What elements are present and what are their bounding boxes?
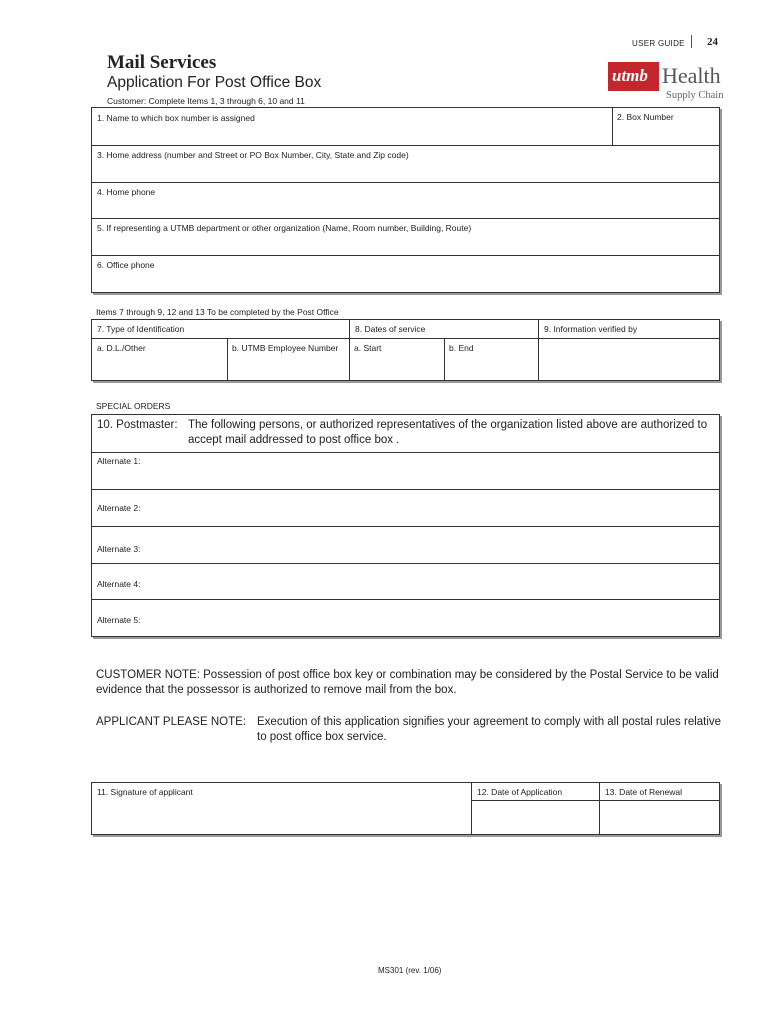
alternate-3-field[interactable]: Alternate 3: (97, 544, 141, 554)
box-number-field[interactable]: 2. Box Number (617, 112, 674, 122)
postmaster-text-line2: accept mail addressed to post office box . (188, 434, 400, 446)
applicant-note-line2: to post office box service. (257, 731, 387, 743)
verified-by-field[interactable]: 9. Information verified by (544, 324, 638, 334)
end-date-field[interactable]: b. End (449, 343, 474, 353)
column-divider (471, 783, 472, 834)
name-field[interactable]: 1. Name to which box number is assigned (97, 113, 255, 123)
dates-of-service-label: 8. Dates of service (355, 324, 426, 334)
box-number-divider (612, 108, 613, 145)
row-divider (92, 563, 719, 564)
home-address-field[interactable]: 3. Home address (number and Street or PO Box Number, City, State and Zip code) (97, 150, 409, 160)
signature-box (91, 782, 720, 835)
special-orders-box (91, 414, 720, 637)
post-office-box (91, 319, 720, 381)
page-title: Mail Services (107, 52, 217, 73)
row-divider (92, 599, 719, 600)
column-divider (349, 320, 350, 380)
home-phone-field[interactable]: 4. Home phone (97, 187, 156, 197)
employee-number-field[interactable]: b. UTMB Employee Number (232, 343, 339, 353)
column-divider (538, 320, 539, 380)
logo-division-text: Supply Chain (666, 90, 724, 101)
form-instructions: Customer: Complete Items 1, 3 through 6, 10 and 11 (107, 96, 305, 106)
postmaster-label: 10. Postmaster: (97, 419, 178, 431)
row-divider (92, 452, 719, 453)
renewal-date-field[interactable]: 13. Date of Renewal (605, 787, 683, 797)
column-divider (227, 338, 228, 380)
row-divider (92, 255, 719, 256)
row-divider (92, 338, 719, 339)
customer-note-line1: CUSTOMER NOTE: Possession of post office box key or combination may be considered by the Postal Service to be valid (96, 669, 719, 681)
row-divider (92, 182, 719, 183)
logo-brand-text: utmb (612, 66, 648, 85)
office-phone-field[interactable]: 6. Office phone (97, 260, 155, 270)
row-divider (92, 145, 719, 146)
row-divider (92, 218, 719, 219)
form-code: MS301 (rev. 1/06) (378, 966, 442, 975)
form-title: Application For Post Office Box (107, 74, 322, 91)
application-date-field[interactable]: 12. Date of Application (477, 787, 563, 797)
utmb-logo (608, 62, 659, 91)
customer-info-box (91, 107, 720, 293)
row-divider (92, 526, 719, 527)
page-number: 24 (707, 36, 718, 48)
applicant-signature-field[interactable]: 11. Signature of applicant (97, 787, 193, 797)
postmaster-text-line1: The following persons, or authorized representatives of the organization listed above are authorized to (188, 419, 708, 431)
post-office-note: Items 7 through 9, 12 and 13 To be completed by the Post Office (96, 307, 339, 317)
row-divider (471, 800, 719, 801)
alternate-5-field[interactable]: Alternate 5: (97, 615, 141, 625)
customer-note-line2: evidence that the possessor is authorized to remove mail from the box. (96, 684, 457, 696)
alternate-1-field[interactable]: Alternate 1: (97, 456, 141, 466)
user-guide-label: USER GUIDE (632, 39, 685, 48)
row-divider (92, 489, 719, 490)
special-orders-heading: SPECIAL ORDERS (96, 401, 171, 411)
alternate-4-field[interactable]: Alternate 4: (97, 579, 141, 589)
applicant-note-line1: Execution of this application signifies your agreement to comply with all postal rules relative (257, 716, 722, 728)
alternate-2-field[interactable]: Alternate 2: (97, 503, 141, 513)
column-divider (444, 338, 445, 380)
organization-field[interactable]: 5. If representing a UTMB department or other organization (Name, Room number, Building, Route) (97, 223, 472, 233)
header-divider (691, 35, 692, 48)
start-date-field[interactable]: a. Start (354, 343, 382, 353)
column-divider (599, 783, 600, 834)
dl-other-field[interactable]: a. D.L./Other (97, 343, 146, 353)
logo-health-text: Health (662, 63, 721, 88)
identification-type-label: 7. Type of Identification (97, 324, 185, 334)
applicant-note-label: APPLICANT PLEASE NOTE: (96, 716, 246, 728)
